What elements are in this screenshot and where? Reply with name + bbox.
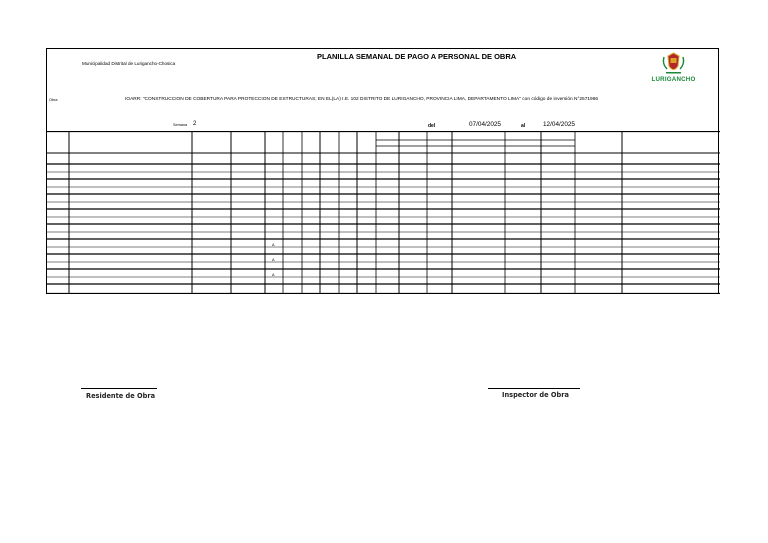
payroll-grid [47,131,720,294]
row-mark: A [272,243,275,247]
week-label: Semana [173,123,188,127]
project-description: IOARR: "CONSTRUCCION DE COBERTURA PARA PROTECCION DE ESTRUCTURAS; EN EL(LA) I.E. 102 DISTRITO DE LURIGANCHO, PROVINCIA LIMA, DEPARTAMENTO LIMA" con código de inversión N°2571966 [125,97,599,102]
inspector-signature-line [488,388,580,389]
project-label: Obra [49,98,58,102]
municipality-logo [646,52,701,86]
from-date: 07/04/2025 [469,121,501,128]
to-label: al [521,123,526,129]
resident-signature-line [81,388,157,389]
municipality-name: Municipalidad Distrital de Lurigancho-Chosica [82,61,176,66]
from-label: del [428,123,436,129]
inspector-signature-label: Inspector de Obra [502,391,569,399]
row-mark: A [272,273,275,277]
sheet-title: PLANILLA SEMANAL DE PAGO A PERSONAL DE OBRA [317,52,517,61]
payroll-sheet [46,48,719,294]
resident-signature-label: Residente de Obra [86,392,156,400]
row-mark: A [272,258,275,262]
week-value: 2 [193,121,197,127]
coat-of-arms-icon [646,52,701,76]
logo-wordmark: LURIGANCHO [651,76,696,83]
to-date: 12/04/2025 [543,121,575,128]
